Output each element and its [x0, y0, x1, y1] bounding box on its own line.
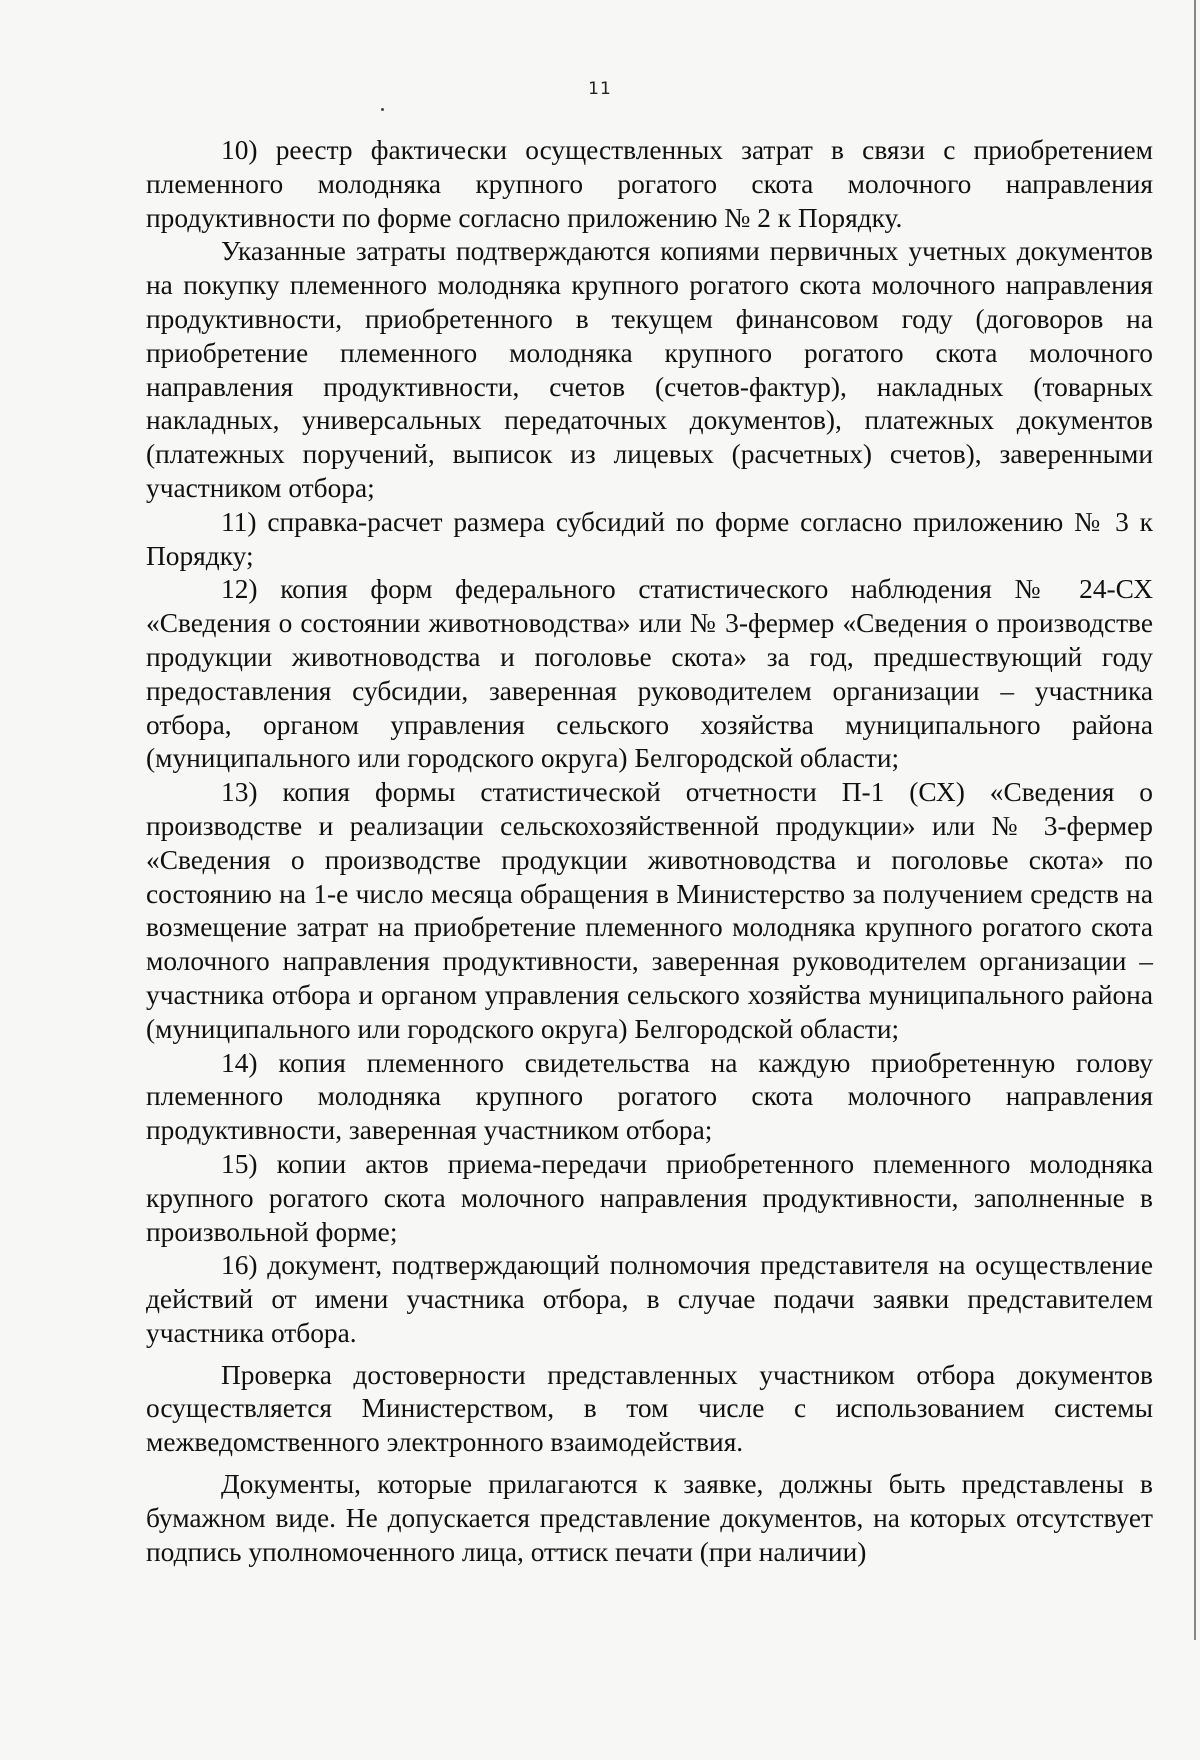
- paragraph-item-12: 12) копия форм федерального статистического наблюдения № 24-СХ «Сведения о состоянии животноводства» или № 3-фермер «Сведения о производстве продукции животноводства и поголовье скота» за год, предшествующий году предоставления субсидии, заверенная руководителем организации – участника отбора, органом управления сельского хозяйства муниципального района (муниципального или городского округа) Белгородской области;: [146, 574, 1153, 774]
- paragraph-paper-submission: Документы, которые прилагаются к заявке, должны быть представлены в бумажном виде. Не допускается представление документов, на которых отсутствует подпись уполномоченного лица, оттиск печати (при наличии): [146, 1469, 1153, 1567]
- document-body: [146, 134, 1153, 1569]
- paragraph-item-13: 13) копия формы статистической отчетности П-1 (СХ) «Сведения о производстве и реализации сельскохозяйственной продукции» или № 3-фермер «Сведения о производстве продукции животноводства и поголовье скота» по состоянию на 1-е число месяца обращения в Министерство за получением средств на возмещение затрат на приобретение племенного молодняка крупного рогатого скота молочного направления продуктивности, заверенная руководителем организации – участника отбора и органом управления сельского хозяйства муниципального района (муниципального или городского округа) Белгородской области;: [146, 777, 1153, 1044]
- page-number: 11: [588, 79, 612, 99]
- paragraph-item-10: 10) реестр фактически осуществленных затрат в связи с приобретением племенного молодняка крупного рогатого скота молочного направления продуктивности по форме согласно приложению № 2 к Порядку.: [146, 135, 1153, 233]
- scan-speck: [381, 108, 384, 111]
- paragraph-item-11: 11) справка-расчет размера субсидий по форме согласно приложению № 3 к Порядку;: [146, 506, 1153, 571]
- paragraph-expenses-confirmation: Указанные затраты подтверждаются копиями первичных учетных документов на покупку племенного молодняка крупного рогатого скота молочного направления продуктивности, приобретенного в текущем финансовом году (договоров на приобретение племенного молодняка крупного рогатого скота молочного направления продуктивности, счетов (счетов-фактур), накладных (товарных накладных, универсальных передаточных документов), платежных документов (платежных поручений, выписок из лицевых (расчетных) счетов), заверенными участником отбора;: [146, 236, 1153, 503]
- paragraph-verification: Проверка достоверности представленных участником отбора документов осуществляется Министерством, в том числе с использованием системы межведомственного электронного взаимодействия.: [146, 1359, 1153, 1458]
- paragraph-item-15: 15) копии актов приема-передачи приобретенного племенного молодняка крупного рогатого скота молочного направления продуктивности, заполненные в произвольной форме;: [146, 1148, 1153, 1247]
- scan-edge-shadow: [1194, 0, 1196, 1640]
- paragraph-item-16: 16) документ, подтверждающий полномочия представителя на осуществление действий от имени участника отбора, в случае подачи заявки представителем участника отбора.: [146, 1250, 1153, 1348]
- paragraph-item-14: 14) копия племенного свидетельства на каждую приобретенную голову племенного молодняка крупного рогатого скота молочного направления продуктивности, заверенная участником отбора;: [146, 1047, 1153, 1146]
